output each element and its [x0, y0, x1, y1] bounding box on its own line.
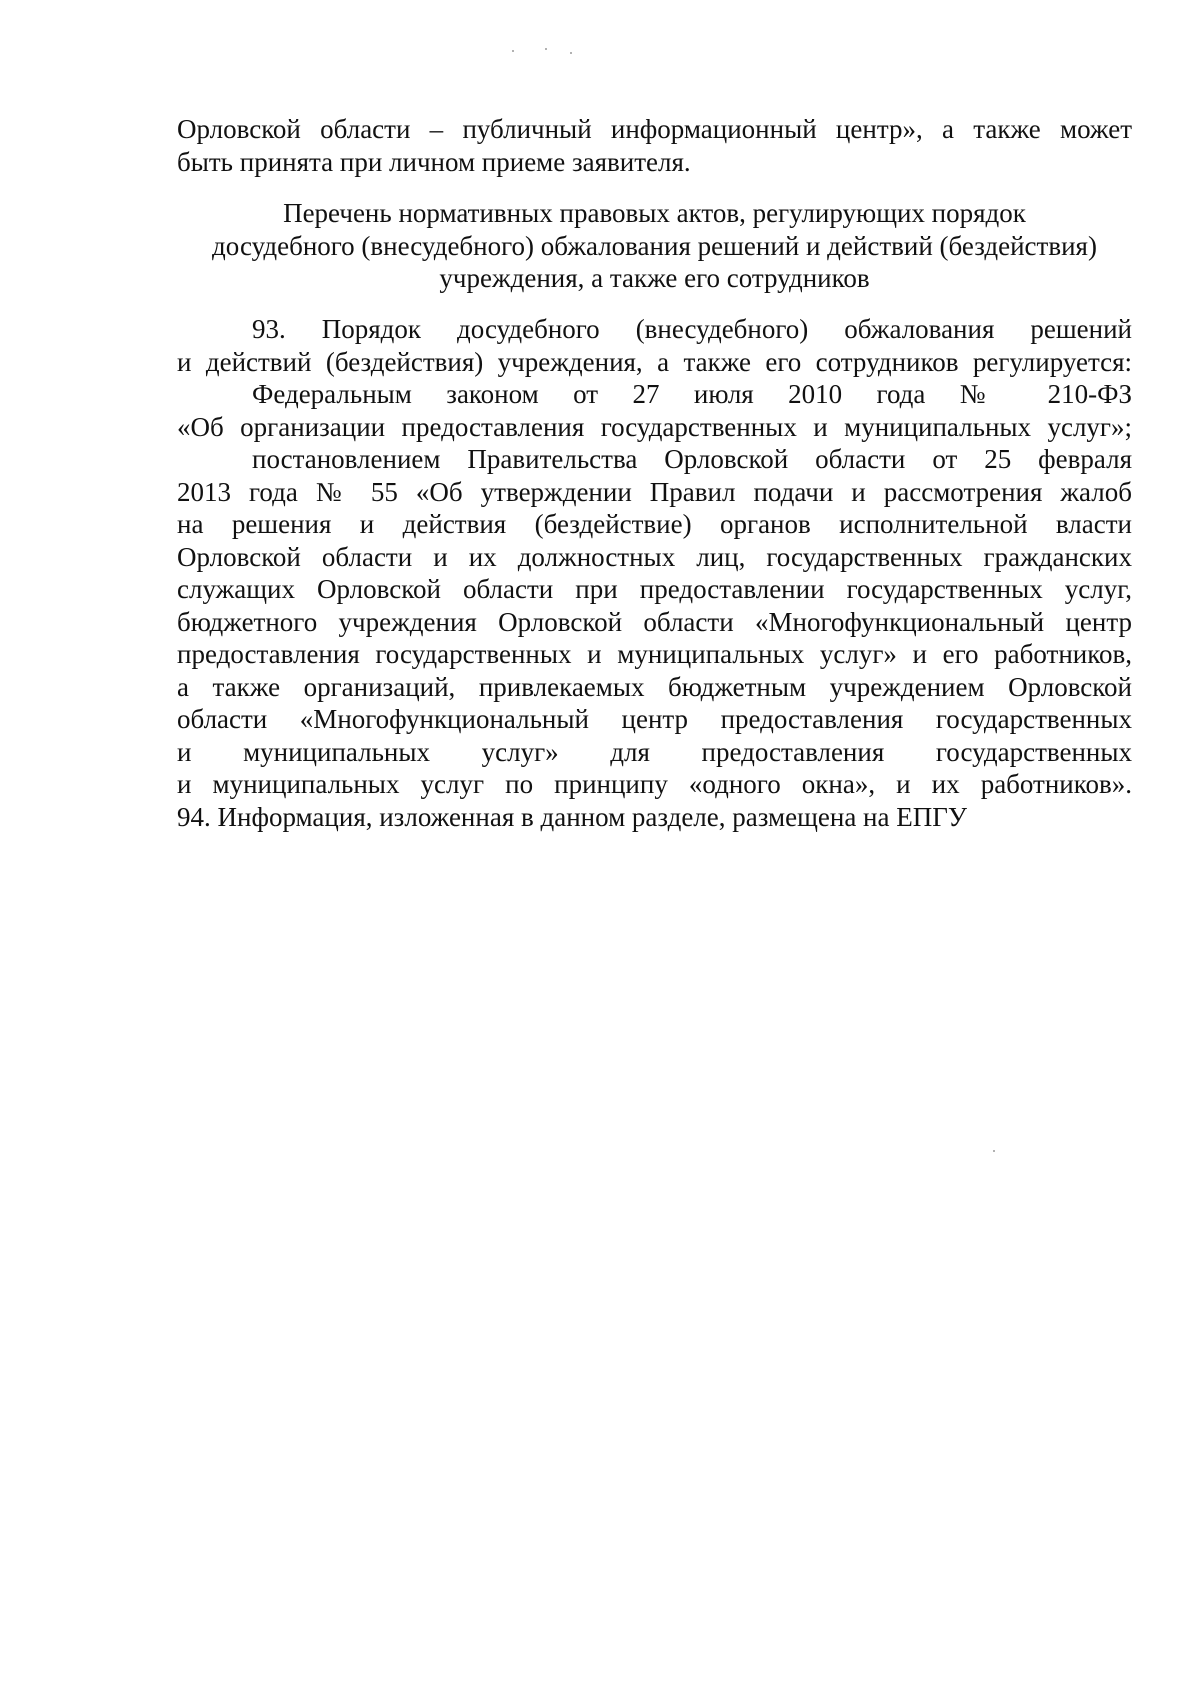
item-93-line: и действий (бездействия) учреждения, а также его сотрудников регулируется: — [177, 346, 1132, 377]
decree-line: и муниципальных услуг» для предоставления государственных — [177, 736, 1132, 767]
decree-line: бюджетного учреждения Орловской области «Многофункциональный центр — [177, 606, 1132, 637]
decree-line: на решения и действия (бездействие) органов исполнительной власти — [177, 509, 1132, 539]
intro-paragraph — [177, 113, 1132, 178]
decree-line: 2013 года № 55 «Об утверждении Правил подачи и рассмотрения жалоб — [177, 476, 1132, 507]
item-94-line: 94. Информация, изложенная в данном разделе, размещена на ЕПГУ — [177, 802, 967, 832]
scan-speck — [570, 52, 572, 54]
heading-line: Перечень нормативных правовых актов, регулирующих порядок — [283, 198, 1026, 228]
heading-line: учреждения, а также его сотрудников — [439, 263, 870, 293]
item-93-paragraph — [177, 313, 1132, 378]
scan-speck — [545, 48, 547, 50]
decree-paragraph — [177, 443, 1132, 801]
intro-line: быть принята при личном приеме заявителя. — [177, 146, 691, 177]
federal-law-line: «Об организации предоставления государственных и муниципальных услуг»; — [177, 411, 1132, 442]
scan-speck — [512, 50, 514, 52]
decree-line: области «Многофункциональный центр предоставления государственных — [177, 704, 1132, 734]
federal-law-line: Федеральным законом от 27 июля 2010 года № 210-ФЗ — [252, 379, 1132, 409]
decree-line: и муниципальных услуг по принципу «одного окна», и их работников». — [177, 769, 1132, 799]
federal-law-paragraph — [177, 378, 1132, 443]
decree-line: постановлением Правительства Орловской области от 25 февраля — [252, 444, 1132, 474]
decree-line: а также организаций, привлекаемых бюджетным учреждением Орловской — [177, 671, 1132, 702]
scan-speck — [993, 1150, 995, 1152]
decree-line: Орловской области и их должностных лиц, государственных гражданских — [177, 541, 1132, 572]
heading-line: досудебного (внесудебного) обжалования решений и действий (бездействия) — [212, 230, 1097, 261]
item-93-line: 93. Порядок досудебного (внесудебного) обжалования решений — [252, 314, 1132, 344]
decree-line: предоставления государственных и муниципальных услуг» и его работников, — [177, 639, 1132, 669]
section-heading — [177, 197, 1132, 295]
intro-line: Орловской области – публичный информационный центр», а также может — [177, 114, 1132, 144]
decree-line: служащих Орловской области при предоставлении государственных услуг, — [177, 574, 1132, 604]
item-94-paragraph — [177, 801, 1132, 834]
